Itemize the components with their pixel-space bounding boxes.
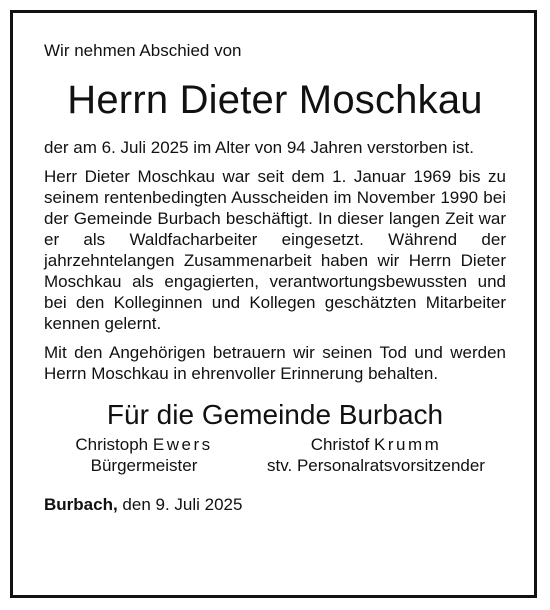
place-name: Burbach, <box>44 495 118 514</box>
intro-text: Wir nehmen Abschied von <box>44 41 242 60</box>
signature-mayor <box>44 434 244 476</box>
paragraph-death-info: der am 6. Juli 2025 im Alter von 94 Jahren verstorben ist. <box>44 138 474 157</box>
place-and-date <box>44 494 506 515</box>
signature-mayor-first-name: Christoph <box>75 435 149 454</box>
paragraph-career: Herr Dieter Moschkau war seit dem 1. Januar 1969 bis zu seinem rentenbedingten Ausscheiden im November 1990 bei der Gemeinde Burbach beschäftigt. In dieser langen Zeit war er als Waldfacharbeiter eingesetzt. Während der jahrzehntelangen Zusammenarbeit haben wir Herrn Dieter Moschkau als engagierten, verantwortungsbewussten und bei den Kolleginnen und Kollegen geschätzten Mitarbeiter kennen gelernt. <box>44 167 506 333</box>
signature-staff-council-first-name: Christof <box>310 435 370 454</box>
signature-organization: Für die Gemeinde Burbach <box>106 399 444 430</box>
signature-staff-council-last-name: Krumm <box>374 435 442 454</box>
signature-mayor-name <box>44 434 244 455</box>
signature-staff-council <box>246 434 506 476</box>
obituary-notice <box>44 40 506 515</box>
paragraph-condolence: Mit den Angehörigen betrauern wir seinen Tod und werden Herrn Moschkau in ehrenvoller Erinnerung behalten. <box>44 343 506 383</box>
signature-mayor-last-name: Ewers <box>152 435 213 454</box>
signature-row <box>44 434 506 476</box>
deceased-name: Herrn Dieter Moschkau <box>67 78 483 122</box>
notice-date: den 9. Juli 2025 <box>122 495 243 514</box>
signature-staff-council-role: stv. Personalratsvorsitzender <box>267 456 485 475</box>
signature-staff-council-name <box>246 434 506 455</box>
signature-mayor-role: Bürgermeister <box>90 456 198 475</box>
